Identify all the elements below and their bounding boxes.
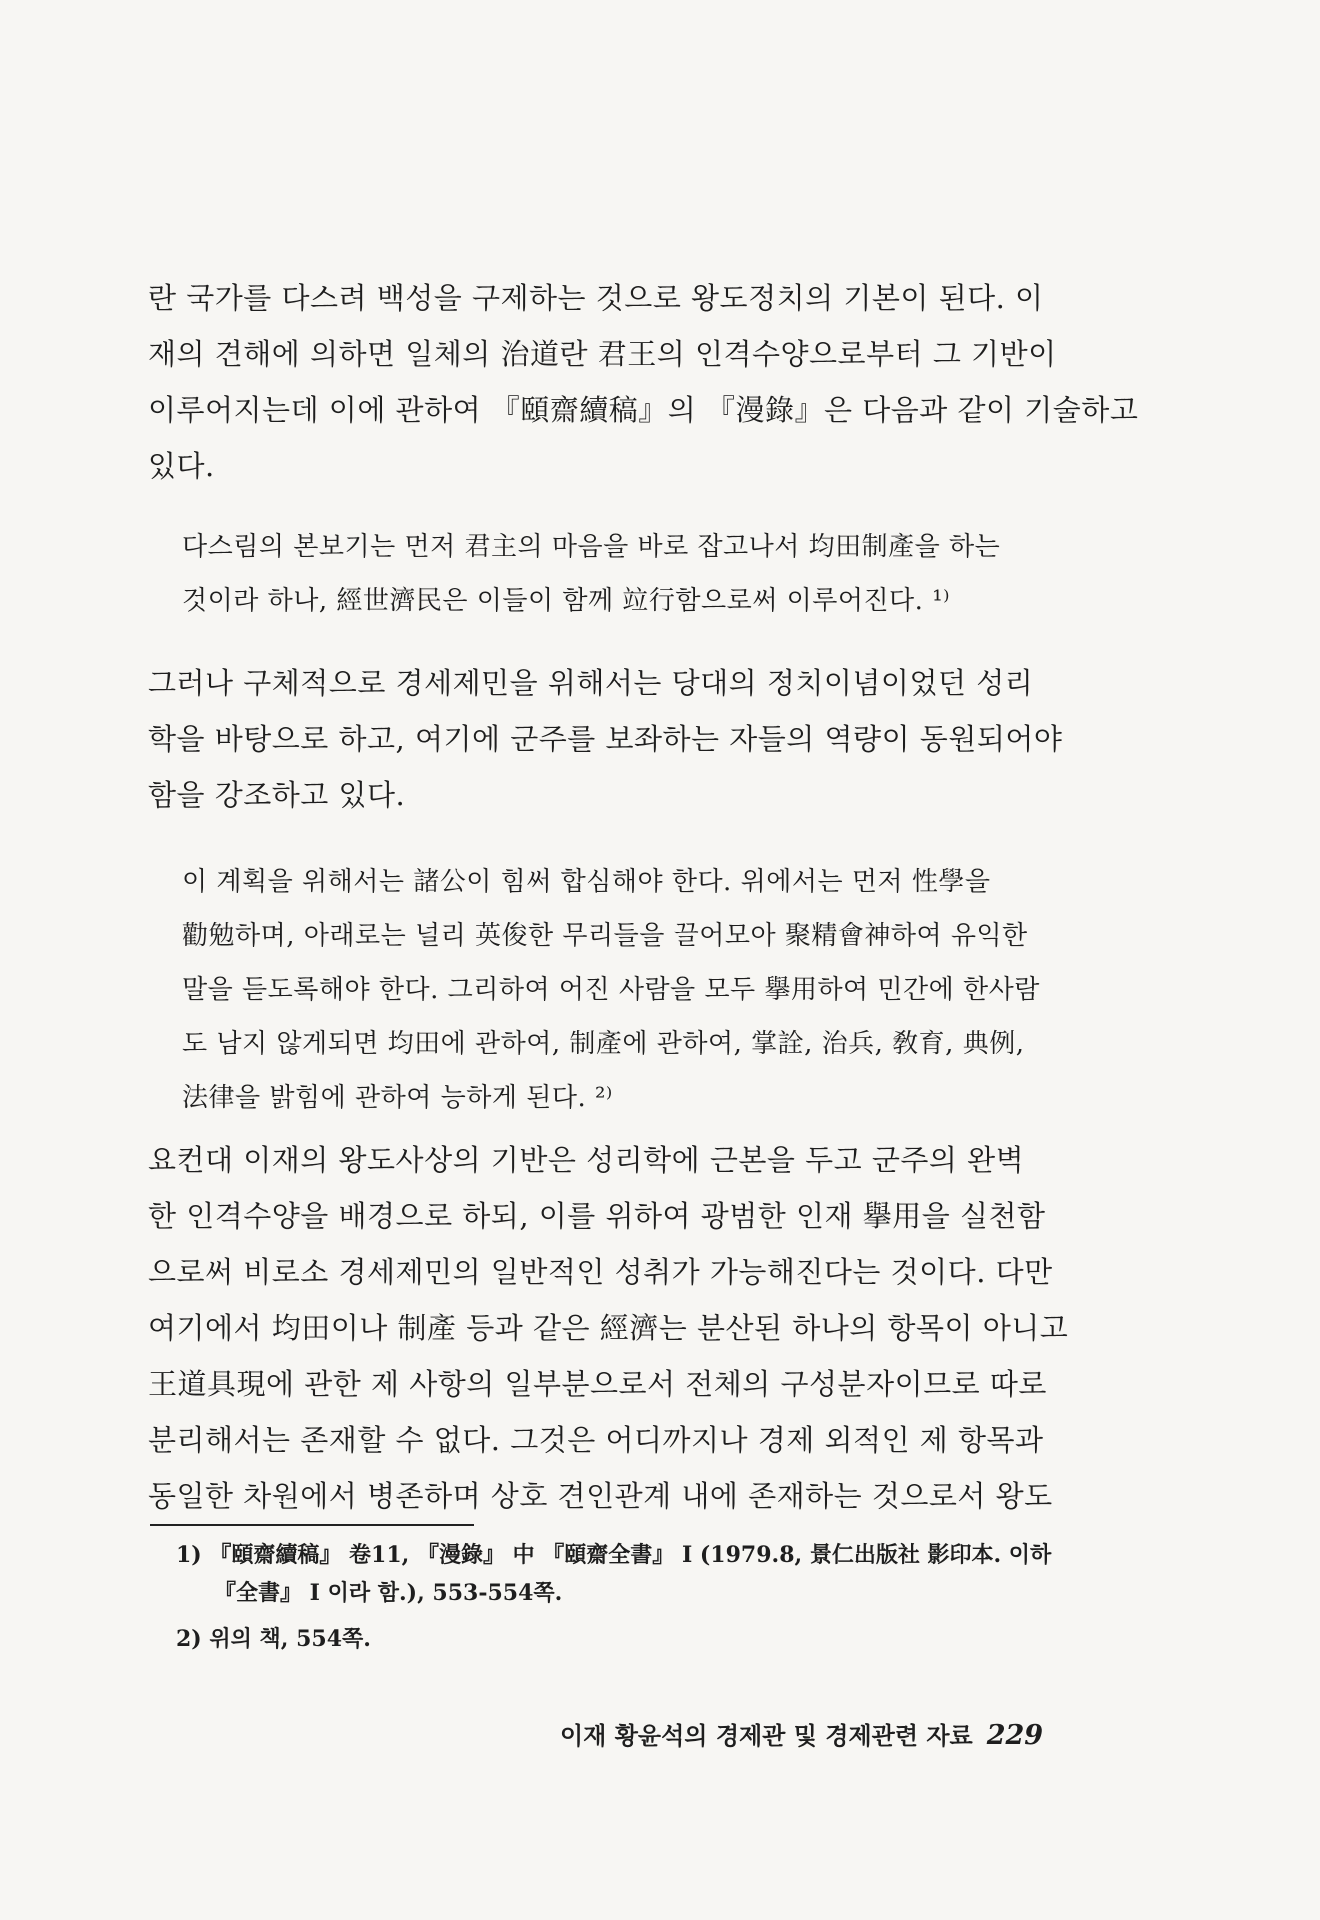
text-line: 도 남지 않게되면 均田에 관하여, 制產에 관하여, 掌詮, 治兵, 敎育, 典例, [182,1029,1025,1059]
body-paragraph-3 [148,1132,1108,1524]
block-quote-1 [182,520,1102,628]
text-line: 勸勉하며, 아래로는 널리 英俊한 무리들을 끌어모아 聚精會神하여 유익한 [182,921,1028,951]
text-line: 여기에서 均田이나 制產 등과 같은 經濟는 분산된 하나의 항목이 아니고 [148,1311,1069,1345]
text-line: 으로써 비로소 경세제민의 일반적인 성취가 가능해진다는 것이다. 다만 [148,1255,1053,1289]
text-line: 한 인격수양을 배경으로 하되, 이를 위하여 광범한 인재 擧用을 실천함 [148,1199,1046,1233]
text-line: 함을 강조하고 있다. [148,778,406,812]
text-line: 학을 바탕으로 하고, 여기에 군주를 보좌하는 자들의 역량이 동원되어야 [148,722,1063,756]
text-line: 말을 듣도록해야 한다. 그리하여 어진 사람을 모두 擧用하여 민간에 한사람 [182,975,1040,1005]
footnote-divider [150,1524,474,1526]
body-paragraph-2 [148,655,1108,823]
text-line: 이루어지는데 이에 관하여 『頤齋續稿』의 『漫錄』은 다음과 같이 기술하고 [148,393,1139,427]
text-line: 동일한 차원에서 병존하며 상호 견인관계 내에 존재하는 것으로서 왕도 [148,1479,1053,1513]
text-line: 있다. [148,449,215,483]
text-line: 분리해서는 존재할 수 없다. 그것은 어디까지나 경제 외적인 제 항목과 [148,1423,1044,1457]
text-line: 法律을 밝힘에 관하여 능하게 된다. ²⁾ [182,1083,613,1113]
footnote-1: 1) 『頤齋續稿』 卷11, 『漫錄』 中 『頤齋全書』 I (1979.8, 景仁出版社 影印本. 이하 [176,1542,1052,1568]
footnotes [176,1536,1106,1658]
text-line: 그러나 구체적으로 경세제민을 위해서는 당대의 정치이념이었던 성리 [148,666,1034,700]
page-footer [560,1716,1043,1751]
text-line: 란 국가를 다스려 백성을 구제하는 것으로 왕도정치의 기본이 된다. 이 [148,281,1044,315]
text-line: 것이라 하나, 經世濟民은 이들이 함께 竝行함으로써 이루어진다. ¹⁾ [182,586,951,616]
text-line: 다스림의 본보기는 먼저 君主의 마음을 바로 잡고나서 均田制產을 하는 [182,532,1001,562]
body-paragraph-1 [148,270,1139,494]
running-title: 이재 황윤석의 경제관 및 경제관련 자료 [560,1721,973,1750]
page-number: 229 [986,1720,1044,1751]
footnote-1-continuation: 『全書』 I 이라 함.), 553-554쪽. [214,1580,563,1606]
text-line: 요컨대 이재의 왕도사상의 기반은 성리학에 근본을 두고 군주의 완벽 [148,1143,1025,1177]
block-quote-2 [182,855,1102,1125]
text-line: 재의 견해에 의하면 일체의 治道란 君王의 인격수양으로부터 그 기반이 [148,337,1057,371]
text-line: 王道具現에 관한 제 사항의 일부분으로서 전체의 구성분자이므로 따로 [148,1367,1047,1401]
text-line: 이 계획을 위해서는 諸公이 힘써 합심해야 한다. 위에서는 먼저 性學을 [182,867,991,897]
footnote-2: 2) 위의 책, 554쪽. [176,1626,371,1652]
